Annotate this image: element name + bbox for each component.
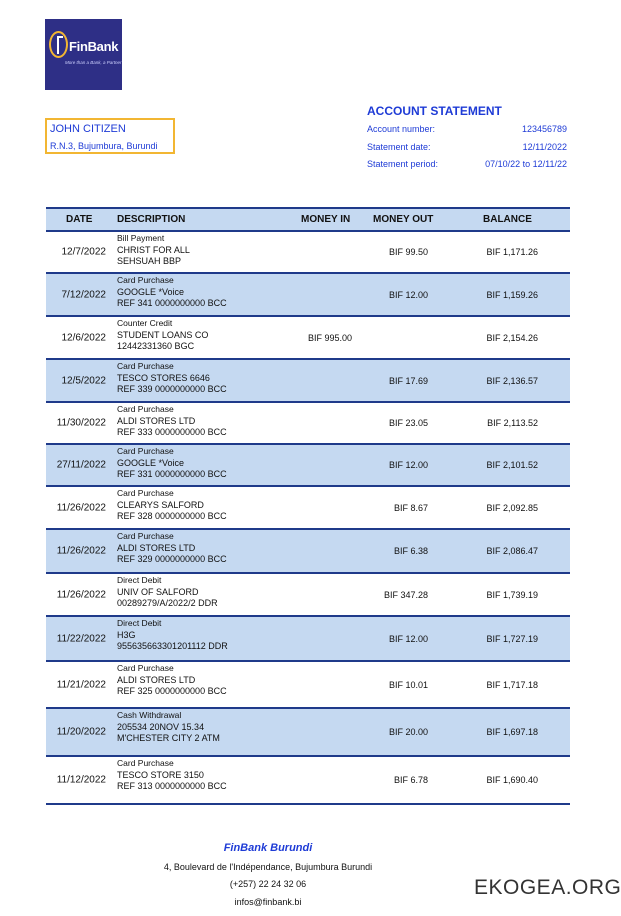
row-type: Cash Withdrawal: [117, 710, 182, 720]
table-row: [46, 317, 570, 360]
client-name: JOHN CITIZEN: [50, 123, 126, 135]
footer-email[interactable]: infos@finbank.bi: [234, 897, 302, 907]
row-date: 12/6/2022: [61, 332, 106, 343]
row-line1: CLEARYS SALFORD: [117, 499, 204, 510]
row-balance: BIF 1,171.26: [486, 247, 538, 257]
row-description: [117, 710, 220, 745]
header-description: DESCRIPTION: [117, 214, 186, 225]
row-balance: BIF 2,092.85: [486, 502, 538, 513]
finbank-logo: [45, 19, 122, 90]
client-block: [45, 118, 175, 154]
row-line1: ALDI STORES LTD: [117, 415, 196, 426]
row-line2: REF 339 0000000000 BCC: [117, 384, 227, 394]
row-balance: BIF 1,739.19: [486, 589, 538, 600]
row-type: Card Purchase: [117, 275, 174, 285]
row-line2: REF 333 0000000000 BCC: [117, 427, 227, 437]
row-date: 11/12/2022: [56, 774, 106, 786]
row-line1: STUDENT LOANS CO: [117, 329, 209, 340]
row-balance: BIF 2,136.57: [486, 375, 538, 386]
table-row: [46, 403, 570, 445]
row-description: [117, 361, 227, 396]
row-money-out: BIF 23.05: [388, 418, 428, 428]
row-balance: BIF 1,159.26: [486, 289, 538, 300]
table-row: [46, 360, 570, 403]
row-date: 11/30/2022: [56, 417, 106, 429]
row-type: Card Purchase: [117, 663, 174, 673]
row-description: [117, 446, 227, 481]
row-description: [117, 758, 227, 793]
table-row: [46, 574, 570, 617]
row-balance: BIF 2,101.52: [486, 460, 538, 470]
row-date: 11/26/2022: [56, 502, 106, 513]
statement-date-value: 12/11/2022: [522, 142, 567, 152]
row-description: [117, 531, 227, 566]
row-money-out: BIF 12.00: [388, 633, 428, 644]
table-row: [46, 709, 570, 757]
row-line1: UNIV OF SALFORD: [117, 586, 199, 597]
row-date: 11/26/2022: [56, 545, 106, 557]
logo-name: FinBank: [69, 39, 119, 54]
row-date: 11/20/2022: [56, 726, 106, 738]
finbank-logo-icon: [49, 31, 68, 58]
row-line1: ALDI STORES LTD: [117, 674, 196, 685]
row-line2: 955635663301201112 DDR: [117, 641, 228, 651]
row-description: [117, 575, 218, 610]
row-line2: REF 313 0000000000 BCC: [117, 781, 227, 791]
row-money-out: BIF 8.67: [393, 502, 428, 513]
row-line2: REF 341 0000000000 BCC: [117, 298, 227, 308]
row-type: Card Purchase: [117, 758, 174, 768]
row-type: Counter Credit: [117, 318, 173, 328]
row-type: Card Purchase: [117, 404, 174, 414]
table-row: [46, 530, 570, 574]
logo-tagline: More than a Bank, a Partner: [65, 60, 122, 65]
account-number-label: Account number:: [367, 124, 436, 134]
table-body: [46, 232, 570, 805]
row-money-out: BIF 17.69: [388, 375, 428, 386]
row-money-out: BIF 20.00: [388, 727, 428, 737]
row-line2: REF 331 0000000000 BCC: [117, 469, 227, 479]
row-balance: BIF 2,154.26: [486, 332, 538, 343]
row-line2: M'CHESTER CITY 2 ATM: [117, 733, 220, 743]
row-description: [117, 233, 190, 268]
header-date: DATE: [66, 214, 93, 225]
row-line2: REF 325 0000000000 BCC: [117, 686, 227, 696]
row-line2: REF 328 0000000000 BCC: [117, 511, 227, 521]
row-date: 12/7/2022: [61, 246, 106, 258]
row-type: Card Purchase: [117, 446, 174, 456]
row-type: Card Purchase: [117, 361, 174, 371]
row-description: [117, 618, 228, 653]
table-row: [46, 617, 570, 662]
row-date: 27/11/2022: [56, 459, 106, 471]
footer-phone: (+257) 22 24 32 06: [229, 879, 307, 889]
row-line1: H3G: [117, 629, 136, 640]
row-line1: CHRIST FOR ALL: [117, 244, 190, 255]
row-balance: BIF 1,697.18: [486, 727, 538, 737]
header-money-in: MONEY IN: [301, 214, 351, 225]
row-line1: TESCO STORE 3150: [117, 769, 204, 780]
table-row: [46, 662, 570, 709]
transactions-table: [46, 207, 570, 805]
row-date: 11/22/2022: [56, 633, 106, 644]
row-line1: GOOGLE *Voice: [117, 457, 185, 468]
row-money-out: BIF 6.78: [393, 775, 428, 785]
row-type: Direct Debit: [117, 618, 162, 628]
row-money-out: BIF 10.01: [388, 679, 428, 690]
row-money-in: BIF 995.00: [308, 332, 353, 343]
row-description: [117, 318, 208, 353]
row-date: 7/12/2022: [61, 289, 106, 300]
row-description: [117, 488, 227, 523]
row-line2: REF 329 0000000000 BCC: [117, 554, 227, 564]
header-money-out: MONEY OUT: [373, 214, 434, 225]
row-date: 11/26/2022: [56, 589, 106, 600]
row-line2: 00289279/A/2022/2 DDR: [117, 598, 218, 608]
row-line2: SEHSUAH BBP: [117, 256, 182, 266]
row-line2: 12442331360 BGC: [117, 341, 195, 351]
row-balance: BIF 1,717.18: [486, 679, 538, 690]
row-description: [117, 275, 227, 310]
row-money-out: BIF 12.00: [388, 460, 428, 470]
table-row: [46, 487, 570, 530]
table-header: [46, 207, 570, 232]
statement-title: ACCOUNT STATEMENT: [367, 104, 502, 118]
statement-period-label: Statement period:: [367, 159, 439, 169]
row-line1: 205534 20NOV 15.34: [117, 721, 205, 732]
row-type: Card Purchase: [117, 488, 174, 498]
row-balance: BIF 1,727.19: [486, 633, 538, 644]
table-row: [46, 274, 570, 317]
footer-address: 4, Boulevard de l'Indépendance, Bujumbura Burundi: [163, 862, 373, 872]
watermark: EKOGEA.ORG: [474, 876, 621, 899]
row-date: 12/5/2022: [61, 375, 106, 386]
row-money-out: BIF 6.38: [393, 546, 428, 556]
row-line1: TESCO STORES 6646: [117, 372, 210, 383]
row-line1: ALDI STORES LTD: [117, 542, 196, 553]
row-balance: BIF 1,690.40: [486, 775, 538, 785]
row-balance: BIF 2,113.52: [487, 418, 538, 428]
table-row: [46, 232, 570, 274]
statement-date-label: Statement date:: [367, 142, 431, 152]
statement-period-value: 07/10/22 to 12/11/22: [485, 159, 567, 169]
header-balance: BALANCE: [483, 214, 532, 225]
row-type: Direct Debit: [117, 575, 162, 585]
row-line1: GOOGLE *Voice: [117, 286, 185, 297]
row-date: 11/21/2022: [56, 679, 106, 690]
client-address: R.N.3, Bujumbura, Burundi: [50, 141, 158, 151]
footer-bank-name: FinBank Burundi: [223, 842, 313, 854]
table-row: [46, 445, 570, 487]
row-money-out: BIF 347.28: [383, 589, 428, 600]
row-description: [117, 663, 227, 698]
row-description: [117, 404, 227, 439]
row-type: Card Purchase: [117, 531, 174, 541]
row-balance: BIF 2,086.47: [486, 546, 538, 556]
table-row: [46, 757, 570, 805]
row-type: Bill Payment: [117, 233, 165, 243]
row-money-out: BIF 12.00: [388, 289, 428, 300]
account-number-value: 123456789: [521, 124, 567, 134]
row-money-out: BIF 99.50: [388, 247, 428, 257]
